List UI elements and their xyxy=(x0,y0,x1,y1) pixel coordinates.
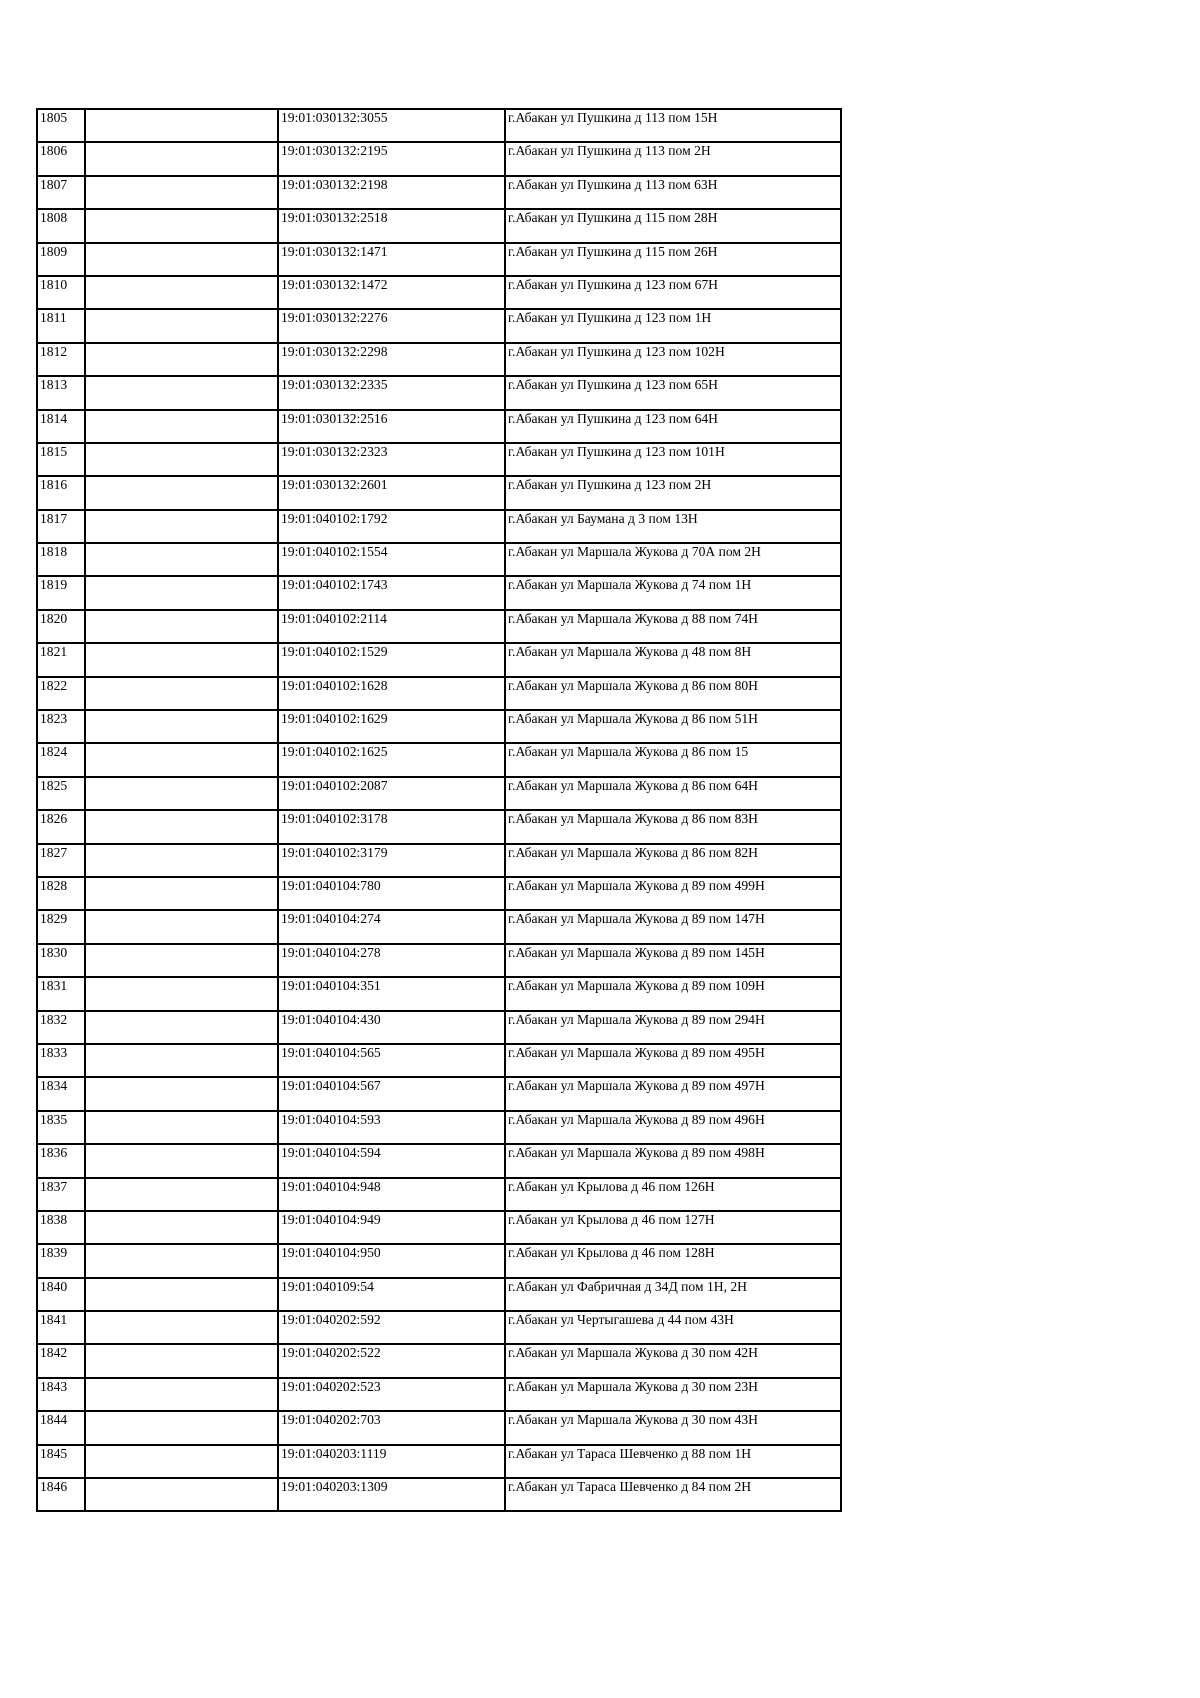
cadastral-number-cell: 19:01:040104:950 xyxy=(278,1244,505,1277)
empty-cell xyxy=(85,877,278,910)
empty-cell xyxy=(85,1411,278,1444)
empty-cell xyxy=(85,1244,278,1277)
row-number-cell: 1821 xyxy=(37,643,85,676)
row-number-cell: 1835 xyxy=(37,1111,85,1144)
address-cell: г.Абакан ул Маршала Жукова д 86 пом 15 xyxy=(505,743,841,776)
table-row xyxy=(37,1111,841,1144)
address-cell: г.Абакан ул Пушкина д 113 пом 2Н xyxy=(505,142,841,175)
empty-cell xyxy=(85,1011,278,1044)
row-number-cell: 1820 xyxy=(37,610,85,643)
row-number-cell: 1826 xyxy=(37,810,85,843)
address-cell: г.Абакан ул Чертыгашева д 44 пом 43Н xyxy=(505,1311,841,1344)
address-cell: г.Абакан ул Маршала Жукова д 89 пом 147Н xyxy=(505,910,841,943)
empty-cell xyxy=(85,844,278,877)
row-number-cell: 1831 xyxy=(37,977,85,1010)
table-row xyxy=(37,1244,841,1277)
address-cell: г.Абакан ул Маршала Жукова д 30 пом 23Н xyxy=(505,1378,841,1411)
table-row xyxy=(37,610,841,643)
table-row xyxy=(37,844,841,877)
table-row xyxy=(37,1011,841,1044)
row-number-cell: 1823 xyxy=(37,710,85,743)
cadastral-number-cell: 19:01:040104:430 xyxy=(278,1011,505,1044)
cadastral-number-cell: 19:01:040102:1625 xyxy=(278,743,505,776)
address-cell: г.Абакан ул Маршала Жукова д 89 пом 294Н xyxy=(505,1011,841,1044)
cadastral-number-cell: 19:01:030132:1471 xyxy=(278,243,505,276)
empty-cell xyxy=(85,510,278,543)
empty-cell xyxy=(85,1111,278,1144)
cadastral-number-cell: 19:01:040104:593 xyxy=(278,1111,505,1144)
address-cell: г.Абакан ул Маршала Жукова д 70А пом 2Н xyxy=(505,543,841,576)
empty-cell xyxy=(85,1144,278,1177)
empty-cell xyxy=(85,109,278,142)
cadastral-number-cell: 19:01:040202:592 xyxy=(278,1311,505,1344)
cadastral-number-cell: 19:01:040104:278 xyxy=(278,944,505,977)
row-number-cell: 1838 xyxy=(37,1211,85,1244)
empty-cell xyxy=(85,476,278,509)
address-cell: г.Абакан ул Баумана д 3 пом 13Н xyxy=(505,510,841,543)
cadastral-number-cell: 19:01:040102:1554 xyxy=(278,543,505,576)
table-row xyxy=(37,1478,841,1511)
address-cell: г.Абакан ул Маршала Жукова д 89 пом 498Н xyxy=(505,1144,841,1177)
cadastral-number-cell: 19:01:030132:2516 xyxy=(278,410,505,443)
empty-cell xyxy=(85,376,278,409)
empty-cell xyxy=(85,309,278,342)
empty-cell xyxy=(85,543,278,576)
address-cell: г.Абакан ул Маршала Жукова д 88 пом 74Н xyxy=(505,610,841,643)
empty-cell xyxy=(85,677,278,710)
table-row xyxy=(37,376,841,409)
table-row xyxy=(37,576,841,609)
empty-cell xyxy=(85,1211,278,1244)
cadastral-number-cell: 19:01:040202:522 xyxy=(278,1344,505,1377)
empty-cell xyxy=(85,643,278,676)
table-row xyxy=(37,1278,841,1311)
row-number-cell: 1841 xyxy=(37,1311,85,1344)
cadastral-number-cell: 19:01:030132:2276 xyxy=(278,309,505,342)
empty-cell xyxy=(85,1344,278,1377)
address-cell: г.Абакан ул Крылова д 46 пом 128Н xyxy=(505,1244,841,1277)
empty-cell xyxy=(85,410,278,443)
cadastral-number-cell: 19:01:040102:1629 xyxy=(278,710,505,743)
table-row xyxy=(37,1344,841,1377)
row-number-cell: 1837 xyxy=(37,1178,85,1211)
table-row xyxy=(37,1144,841,1177)
cadastral-number-cell: 19:01:040102:3179 xyxy=(278,844,505,877)
row-number-cell: 1822 xyxy=(37,677,85,710)
table-body xyxy=(37,109,841,1511)
address-cell: г.Абакан ул Маршала Жукова д 89 пом 496Н xyxy=(505,1111,841,1144)
address-cell: г.Абакан ул Пушкина д 115 пом 28Н xyxy=(505,209,841,242)
row-number-cell: 1830 xyxy=(37,944,85,977)
row-number-cell: 1816 xyxy=(37,476,85,509)
cadastral-number-cell: 19:01:040104:948 xyxy=(278,1178,505,1211)
cadastral-number-cell: 19:01:040102:1743 xyxy=(278,576,505,609)
row-number-cell: 1811 xyxy=(37,309,85,342)
address-cell: г.Абакан ул Маршала Жукова д 48 пом 8Н xyxy=(505,643,841,676)
cadastral-number-cell: 19:01:030132:3055 xyxy=(278,109,505,142)
empty-cell xyxy=(85,743,278,776)
address-cell: г.Абакан ул Пушкина д 123 пом 1Н xyxy=(505,309,841,342)
address-cell: г.Абакан ул Пушкина д 113 пом 63Н xyxy=(505,176,841,209)
row-number-cell: 1810 xyxy=(37,276,85,309)
address-cell: г.Абакан ул Пушкина д 123 пом 102Н xyxy=(505,343,841,376)
empty-cell xyxy=(85,910,278,943)
table-row xyxy=(37,476,841,509)
empty-cell xyxy=(85,443,278,476)
address-cell: г.Абакан ул Маршала Жукова д 89 пом 109Н xyxy=(505,977,841,1010)
address-cell: г.Абакан ул Маршала Жукова д 89 пом 499Н xyxy=(505,877,841,910)
cadastral-number-cell: 19:01:040104:567 xyxy=(278,1077,505,1110)
cadastral-number-cell: 19:01:040109:54 xyxy=(278,1278,505,1311)
table-row xyxy=(37,176,841,209)
empty-cell xyxy=(85,176,278,209)
cadastral-number-cell: 19:01:030132:2298 xyxy=(278,343,505,376)
address-cell: г.Абакан ул Крылова д 46 пом 127Н xyxy=(505,1211,841,1244)
empty-cell xyxy=(85,1178,278,1211)
cadastral-number-cell: 19:01:040102:2087 xyxy=(278,777,505,810)
row-number-cell: 1836 xyxy=(37,1144,85,1177)
cadastral-number-cell: 19:01:030132:2601 xyxy=(278,476,505,509)
empty-cell xyxy=(85,777,278,810)
empty-cell xyxy=(85,1311,278,1344)
cadastral-number-cell: 19:01:030132:2335 xyxy=(278,376,505,409)
row-number-cell: 1819 xyxy=(37,576,85,609)
empty-cell xyxy=(85,1378,278,1411)
address-cell: г.Абакан ул Маршала Жукова д 30 пом 42Н xyxy=(505,1344,841,1377)
empty-cell xyxy=(85,276,278,309)
address-cell: г.Абакан ул Тараса Шевченко д 84 пом 2Н xyxy=(505,1478,841,1511)
table-row xyxy=(37,109,841,142)
row-number-cell: 1832 xyxy=(37,1011,85,1044)
cadastral-number-cell: 19:01:040104:274 xyxy=(278,910,505,943)
address-cell: г.Абакан ул Крылова д 46 пом 126Н xyxy=(505,1178,841,1211)
table-row xyxy=(37,877,841,910)
address-cell: г.Абакан ул Маршала Жукова д 30 пом 43Н xyxy=(505,1411,841,1444)
row-number-cell: 1828 xyxy=(37,877,85,910)
row-number-cell: 1813 xyxy=(37,376,85,409)
cadastral-number-cell: 19:01:040104:780 xyxy=(278,877,505,910)
row-number-cell: 1808 xyxy=(37,209,85,242)
table-row xyxy=(37,343,841,376)
cadastral-number-cell: 19:01:040102:1529 xyxy=(278,643,505,676)
address-cell: г.Абакан ул Тараса Шевченко д 88 пом 1Н xyxy=(505,1445,841,1478)
row-number-cell: 1809 xyxy=(37,243,85,276)
cadastral-number-cell: 19:01:040102:1628 xyxy=(278,677,505,710)
row-number-cell: 1824 xyxy=(37,743,85,776)
table-row xyxy=(37,543,841,576)
empty-cell xyxy=(85,810,278,843)
empty-cell xyxy=(85,1478,278,1511)
row-number-cell: 1817 xyxy=(37,510,85,543)
row-number-cell: 1829 xyxy=(37,910,85,943)
row-number-cell: 1807 xyxy=(37,176,85,209)
cadastral-number-cell: 19:01:030132:2323 xyxy=(278,443,505,476)
row-number-cell: 1833 xyxy=(37,1044,85,1077)
address-cell: г.Абакан ул Пушкина д 123 пом 67Н xyxy=(505,276,841,309)
row-number-cell: 1846 xyxy=(37,1478,85,1511)
empty-cell xyxy=(85,710,278,743)
table-row xyxy=(37,1311,841,1344)
address-cell: г.Абакан ул Маршала Жукова д 89 пом 497Н xyxy=(505,1077,841,1110)
address-cell: г.Абакан ул Маршала Жукова д 86 пом 83Н xyxy=(505,810,841,843)
table-row xyxy=(37,1445,841,1478)
table-row xyxy=(37,309,841,342)
address-cell: г.Абакан ул Фабричная д 34Д пом 1Н, 2Н xyxy=(505,1278,841,1311)
row-number-cell: 1842 xyxy=(37,1344,85,1377)
property-register-table xyxy=(36,108,842,1512)
row-number-cell: 1818 xyxy=(37,543,85,576)
row-number-cell: 1845 xyxy=(37,1445,85,1478)
row-number-cell: 1843 xyxy=(37,1378,85,1411)
table-row xyxy=(37,977,841,1010)
table-row xyxy=(37,1411,841,1444)
row-number-cell: 1844 xyxy=(37,1411,85,1444)
table-row xyxy=(37,777,841,810)
table-row xyxy=(37,944,841,977)
table-row xyxy=(37,677,841,710)
address-cell: г.Абакан ул Маршала Жукова д 86 пом 80Н xyxy=(505,677,841,710)
row-number-cell: 1814 xyxy=(37,410,85,443)
address-cell: г.Абакан ул Пушкина д 123 пом 2Н xyxy=(505,476,841,509)
table-row xyxy=(37,142,841,175)
address-cell: г.Абакан ул Пушкина д 123 пом 65Н xyxy=(505,376,841,409)
row-number-cell: 1812 xyxy=(37,343,85,376)
table-row xyxy=(37,1211,841,1244)
address-cell: г.Абакан ул Маршала Жукова д 86 пом 64Н xyxy=(505,777,841,810)
table-row xyxy=(37,1378,841,1411)
empty-cell xyxy=(85,576,278,609)
table-row xyxy=(37,443,841,476)
address-cell: г.Абакан ул Пушкина д 123 пом 64Н xyxy=(505,410,841,443)
empty-cell xyxy=(85,1278,278,1311)
empty-cell xyxy=(85,343,278,376)
empty-cell xyxy=(85,944,278,977)
table-row xyxy=(37,209,841,242)
cadastral-number-cell: 19:01:040104:594 xyxy=(278,1144,505,1177)
address-cell: г.Абакан ул Маршала Жукова д 89 пом 495Н xyxy=(505,1044,841,1077)
table-row xyxy=(37,1178,841,1211)
address-cell: г.Абакан ул Пушкина д 123 пом 101Н xyxy=(505,443,841,476)
address-cell: г.Абакан ул Маршала Жукова д 86 пом 82Н xyxy=(505,844,841,877)
cadastral-number-cell: 19:01:040104:565 xyxy=(278,1044,505,1077)
table-row xyxy=(37,910,841,943)
row-number-cell: 1839 xyxy=(37,1244,85,1277)
row-number-cell: 1806 xyxy=(37,142,85,175)
row-number-cell: 1827 xyxy=(37,844,85,877)
row-number-cell: 1834 xyxy=(37,1077,85,1110)
cadastral-number-cell: 19:01:040203:1309 xyxy=(278,1478,505,1511)
table-row xyxy=(37,276,841,309)
row-number-cell: 1825 xyxy=(37,777,85,810)
cadastral-number-cell: 19:01:040104:949 xyxy=(278,1211,505,1244)
table-row xyxy=(37,510,841,543)
address-cell: г.Абакан ул Маршала Жукова д 89 пом 145Н xyxy=(505,944,841,977)
cadastral-number-cell: 19:01:040202:703 xyxy=(278,1411,505,1444)
cadastral-number-cell: 19:01:030132:2198 xyxy=(278,176,505,209)
cadastral-number-cell: 19:01:040203:1119 xyxy=(278,1445,505,1478)
table-row xyxy=(37,410,841,443)
cadastral-number-cell: 19:01:040202:523 xyxy=(278,1378,505,1411)
empty-cell xyxy=(85,977,278,1010)
address-cell: г.Абакан ул Пушкина д 113 пом 15Н xyxy=(505,109,841,142)
address-cell: г.Абакан ул Маршала Жукова д 86 пом 51Н xyxy=(505,710,841,743)
empty-cell xyxy=(85,610,278,643)
address-cell: г.Абакан ул Пушкина д 115 пом 26Н xyxy=(505,243,841,276)
cadastral-number-cell: 19:01:030132:2195 xyxy=(278,142,505,175)
empty-cell xyxy=(85,243,278,276)
row-number-cell: 1805 xyxy=(37,109,85,142)
cadastral-number-cell: 19:01:030132:2518 xyxy=(278,209,505,242)
table-row xyxy=(37,643,841,676)
empty-cell xyxy=(85,1044,278,1077)
cadastral-number-cell: 19:01:040102:1792 xyxy=(278,510,505,543)
row-number-cell: 1840 xyxy=(37,1278,85,1311)
table-row xyxy=(37,1044,841,1077)
cadastral-number-cell: 19:01:040102:2114 xyxy=(278,610,505,643)
row-number-cell: 1815 xyxy=(37,443,85,476)
empty-cell xyxy=(85,209,278,242)
table-row xyxy=(37,243,841,276)
cadastral-number-cell: 19:01:030132:1472 xyxy=(278,276,505,309)
cadastral-number-cell: 19:01:040104:351 xyxy=(278,977,505,1010)
table-row xyxy=(37,810,841,843)
cadastral-number-cell: 19:01:040102:3178 xyxy=(278,810,505,843)
empty-cell xyxy=(85,1077,278,1110)
table-row xyxy=(37,1077,841,1110)
table-row xyxy=(37,710,841,743)
empty-cell xyxy=(85,142,278,175)
address-cell: г.Абакан ул Маршала Жукова д 74 пом 1Н xyxy=(505,576,841,609)
empty-cell xyxy=(85,1445,278,1478)
table-row xyxy=(37,743,841,776)
